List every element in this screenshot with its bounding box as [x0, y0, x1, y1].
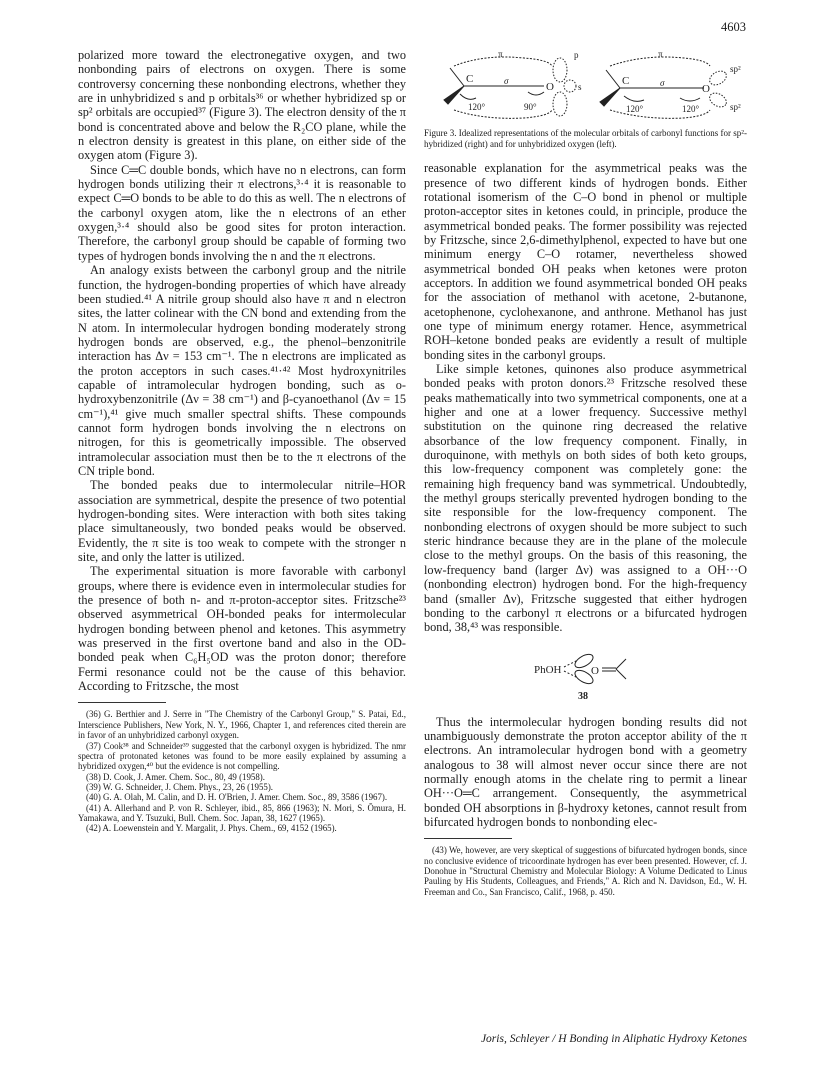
bifurcated-hbond-structure [424, 647, 747, 705]
substituent-bond [616, 669, 626, 679]
body-paragraph: The bonded peaks due to intermolecular nitrile–HOR association are symmetrical, despite the presence of two potential hydrogen-bonding sites. Were interaction with both sites taking place simultaneously, two bonded peaks would be observed. Evidently, the π site is too weak to compete with the stronger n site, and only the latter is utilized. [78, 478, 406, 565]
pi-label: π [498, 49, 503, 59]
p-orbital-lower [553, 92, 567, 116]
footnote: (40) G. A. Olah, M. Calin, and D. H. O'Brien, J. Amer. Chem. Soc., 89, 3586 (1967). [86, 792, 388, 803]
angle-label: 120° [626, 104, 644, 114]
angle-label: 90° [524, 102, 537, 112]
s-label: s [578, 82, 582, 92]
left-body [78, 48, 406, 693]
p-label: p [574, 50, 579, 60]
body-paragraph: Thus the intermolecular hydrogen bonding results did not unambiguously demonstrate the proton acceptor ability of the π electrons. An intramolecular hydrogen bond with a geometry analogous to 38 will almost never occur since there are not normally enough atoms in the chelate ring to permit a linear OH···O═C arrangement. Consequently, the asymmetrical bonded OH absorptions in β-hydroxy ketones, cannot result from bifurcated hydrogen bonds to nonbonding elec- [424, 714, 747, 829]
right-footnotes [424, 845, 747, 897]
hydrogen-bond [564, 661, 576, 667]
oxygen-label: O [702, 83, 710, 95]
sp2-orbital-upper [707, 68, 729, 87]
body-paragraph: polarized more toward the electronegative oxygen, and two nonbonding pairs of electrons on oxygen. There is some controversy concerning these nonbonding electrons, whether they are in unhybridized s and p orbitals³⁶ or whether hybridized sp or sp² orbitals are occupied³⁷ (Figure 3). The electron density of the π bond is concentrated above and below the R₂CO plane, while the n electron density is greatest in this plane, on either side of the oxygen atom (Figure 3). [78, 48, 406, 163]
footnote: (43) We, however, are very skeptical of suggestions of bifurcated hydrogen bonds, since no conclusive evidence of tricoordinate hydrogen has ever been presented. However, cf. J. Donohue in "Structural Chemistry and Molecular Biology: A Volume Dedicated to Linus Pauling by His Students, Colleagues, and Friends," A. Rich and N. Davidson, Ed., W. H. Freeman and Co., San Francisco, Calif., 1968, p. 450. [424, 845, 747, 897]
body-paragraph: The experimental situation is more favorable with carbonyl groups, where there is evidence even in intermolecular studies for the presence of both n- and π-proton-acceptor sites. Fritzsche²³ observed asymmetrical OH-bonded peaks for intermolecular hydrogen bonding between phenol and ketones. This asymmetry was preserved in the first overtone band and also in the OD-bonded peak when C₆H₅OD was the proton donor; therefore Fermi resonance could not be the cause of this behavior. According to Fritzsche, the most [78, 564, 406, 694]
angle-arc [624, 96, 644, 101]
angle-label: 120° [468, 102, 486, 112]
carbon-label: C [622, 75, 630, 87]
footnote: (39) W. G. Schneider, J. Chem. Phys., 23, 26 (1955). [86, 781, 273, 792]
right-column [424, 48, 747, 897]
sp2-label: sp² [730, 102, 741, 112]
angle-arc [680, 98, 700, 101]
page-number: 4603 [721, 20, 746, 34]
sp2-label: sp² [730, 64, 741, 74]
compound-number: 38 [578, 690, 588, 702]
pi-label: π [658, 49, 663, 59]
footnote: (38) D. Cook, J. Amer. Chem. Soc., 80, 49 (1958). [86, 771, 265, 782]
substituent-bond [616, 659, 626, 669]
body-paragraph: An analogy exists between the carbonyl group and the nitrile function, the hydrogen-bonding properties of which have already been studied.⁴¹ A nitrile group should also have π and n electron sites, the latter colinear with the CN bond and extending from the N atom. In intermolecular hydrogen bonding moderately strong hydrogen bonds are observed, e.g., the phenol–benzonitrile interaction has Δν = 153 cm⁻¹. The n electrons are implicated as the proton acceptors in such cases.⁴¹·⁴² Most hydroxynitriles capable of intramolecular hydrogen bonding, such as o-hydroxybenzonitrile (Δν = 38 cm⁻¹) and β-cyanoethanol (Δν = 15 cm⁻¹),⁴¹ give much smaller spectral shifts. These compounds cannot form hydrogen bonds involving the n electrons on nitrogen, for this is geometrically impossible. The observed intramolecular association must then be to the π electrons of the CN triple bond. [78, 263, 406, 478]
s-orbital [564, 80, 576, 92]
footnote: (41) A. Allerhand and P. von R. Schleyer, ibid., 85, 866 (1963); N. Mori, S. Ōmura, H. Yamakawa, and Y. Tsuzuki, Bull. Chem. Soc. Japan, 38, 1627 (1965). [78, 802, 406, 823]
right-body-b [424, 715, 747, 830]
carbon-label: C [466, 73, 474, 85]
angle-arc [460, 94, 476, 99]
running-footer: Joris, Schleyer / H Bonding in Aliphatic Hydroxy Ketones [480, 1033, 747, 1045]
sp2-orbital-lower [707, 90, 729, 109]
p-orbital-upper [553, 58, 567, 82]
footnote-divider [78, 702, 166, 703]
body-paragraph: reasonable explanation for the asymmetrical peaks was the presence of two different kinds of hydrogen bonds. Either rotational isomerism of the C–O bond in phenol or multiple proton-acceptor sites in ketones could, in principle, produce the asymmetrical bonded peaks. The former possibility was rejected by Fritzsche, since 2,6-dimethylphenol, expected to have but one minimum energy C–O rotamer, nevertheless showed asymmetrical bonded OH peaks when ketones were proton acceptors. In addition we found asymmetrical bonded OH peaks for the association of methanol with acetone, 2-butanone, acetophenone, cyclohexanone, and anthrone. Methanol has just one type of minimum energy rotamer. Hence, asymmetrical ROH–ketone bonded peaks are evidently a result of multiple bonding sites in the carbonyl groups. [424, 161, 747, 362]
sigma-label: σ [504, 76, 509, 86]
hydrogen-bond [564, 671, 576, 677]
left-column [78, 48, 406, 834]
figure-3 [424, 48, 747, 126]
wedge-bond [600, 88, 620, 106]
oxygen-label: O [546, 81, 554, 93]
right-body-a [424, 161, 747, 634]
body-paragraph: Like simple ketones, quinones also produce asymmetrical bonded peaks with proton donors.²³ Fritzsche resolved these peaks mathematically into two symmetrical components, one at a higher and one at a lower frequency. Successive methyl substitution on the quinone ring decreased the relative absorbance of the low frequency component. Finally, in duroquinone, with methyls on both sides of both keto groups, this low-frequency component was completely gone: the remaining high frequency band was symmetrical. Undoubtedly, the methyl groups sterically prevented hydrogen bonding to the site responsible for the low-frequency component. The nonbonding electrons of oxygen should be more subject to such steric hindrance because they are in the plane of the molecule close to the methyl groups. On the basis of this reasoning, the low-frequency band (larger Δν) was assigned to a OH···O (nonbonding electron) hydrogen bond. For the high-frequency band (smaller Δν), Fritzsche suggested that either hydrogen bonding to the carbonyl π electrons or a bifurcated hydrogen bond, 38,⁴³ was responsible. [424, 362, 747, 635]
orbital-diagram [424, 48, 747, 126]
sigma-label: σ [660, 78, 665, 88]
structure-38 [424, 647, 747, 705]
phenol-label: PhOH [534, 663, 562, 676]
angle-label: 120° [682, 104, 700, 114]
body-paragraph: Since C═C double bonds, which have no n electrons, can form hydrogen bonds utilizing their π electrons,³·⁴ it is reasonable to expect C═O bonds to be able to do this as well. The n electrons of the carbonyl oxygen atom, like the n electrons of an ether oxygen,³·⁴ should also be good sites for proton interaction. Therefore, the carbonyl group should be capable of forming two types of hydrogen bonds involving the n and the π electrons. [78, 162, 406, 263]
footnote: (42) A. Loewenstein and Y. Margalit, J. Phys. Chem., 69, 4152 (1965). [86, 823, 337, 834]
figure-caption: Figure 3. Idealized representations of the molecular orbitals of carbonyl functions for sp²-hybridized (right) and for unhybridized oxygen (left). [424, 128, 747, 149]
footnote: (36) G. Berthier and J. Serre in "The Chemistry of the Carbonyl Group," S. Patai, Ed., Interscience Publishers, New York, N. Y., 1966, Chapter 1, and references cited therein are in favor of an unhybridized carbonyl oxygen. [78, 709, 406, 741]
pi-orbital-upper-left [454, 57, 552, 66]
angle-arc [528, 92, 544, 95]
oxygen-label: O [591, 664, 599, 677]
substituent-bond [606, 70, 620, 88]
substituent-bond [450, 68, 464, 86]
footnote: (37) Cook³⁸ and Schneider³⁹ suggested that the carbonyl oxygen is hybridized. The nmr spectra of protonated ketones was found to be more easily explained by assuming a hybridized oxygen,⁴⁰ but the evidence is not compelling. [78, 740, 406, 772]
footnote-divider [424, 838, 512, 839]
left-footnotes [78, 709, 406, 833]
